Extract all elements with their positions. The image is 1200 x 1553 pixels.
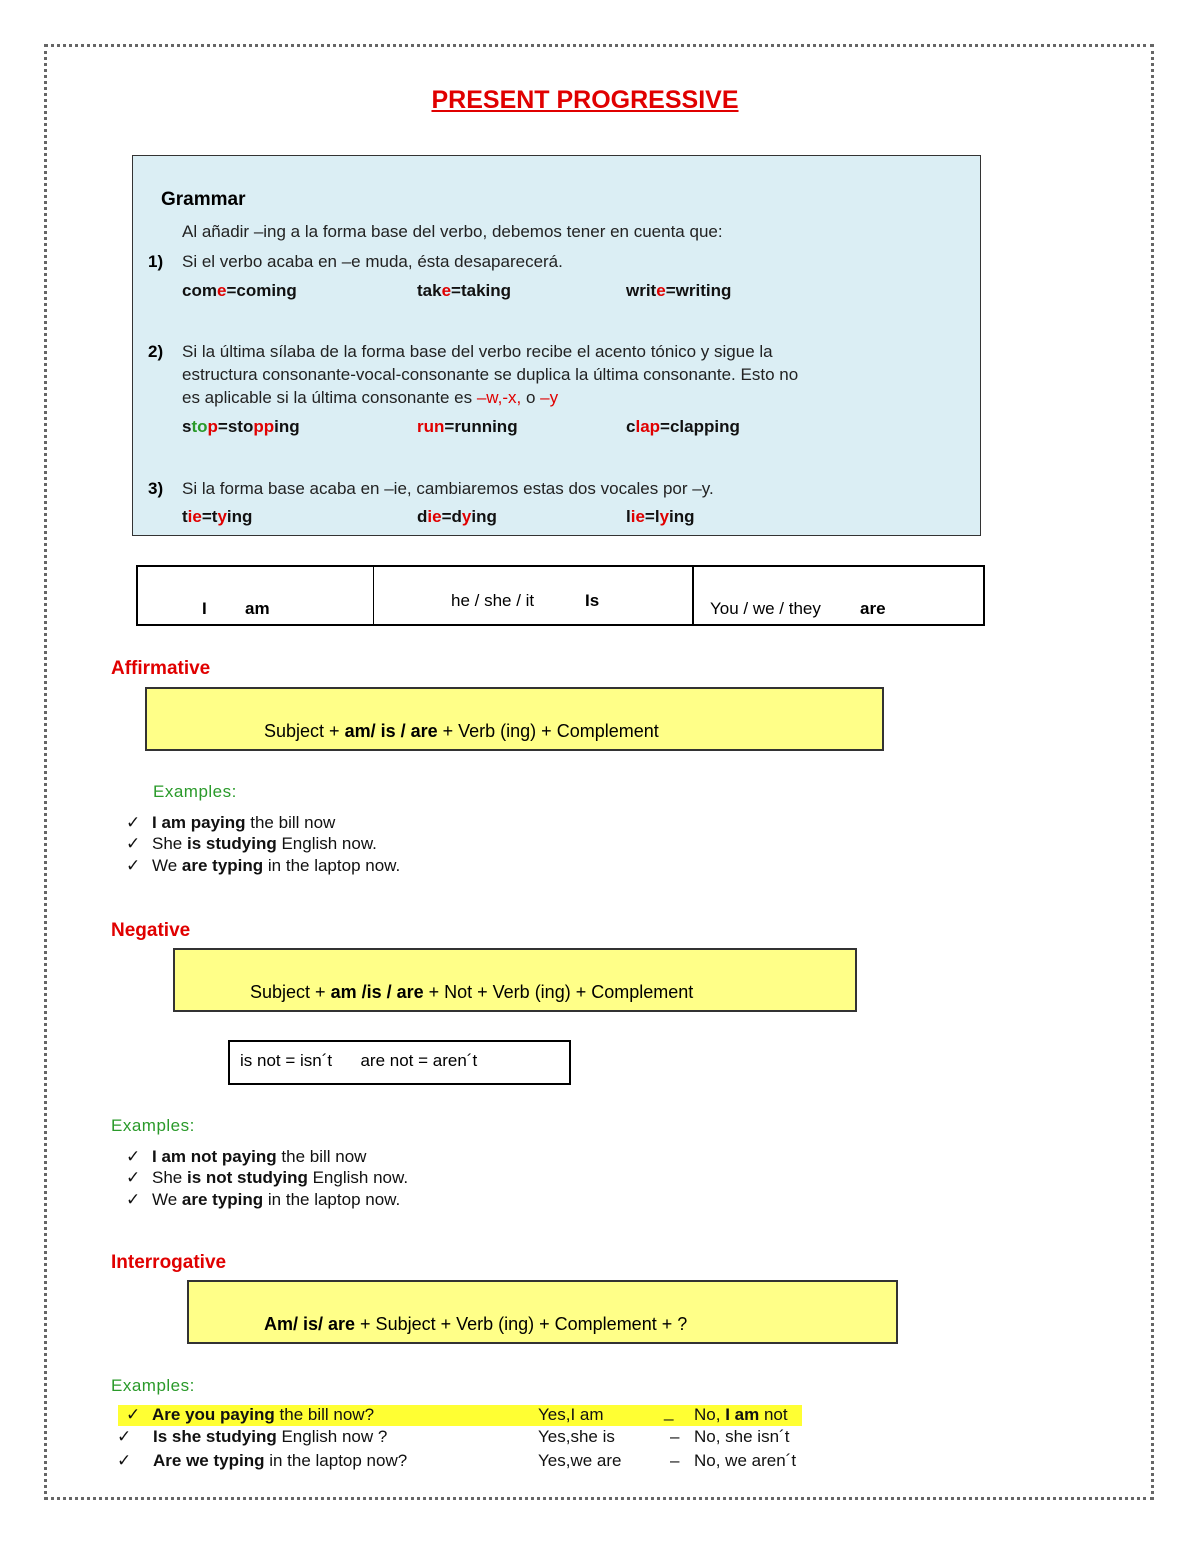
negative-heading: Negative: [111, 920, 191, 941]
check-icon: ✓: [126, 834, 141, 853]
rule-number: 1): [148, 252, 164, 271]
table-cell: [374, 567, 694, 624]
rule-example: write=writing: [626, 281, 732, 300]
verb: am: [245, 599, 270, 618]
example-sentence: ✓ I am not paying the bill now: [126, 1147, 367, 1166]
examples-label: Examples:: [111, 1376, 195, 1395]
short-answer-yes: Yes,she is: [538, 1427, 615, 1446]
rule-example: stop=stopping: [182, 417, 300, 436]
rule-text: Si la forma base acaba en –ie, cambiaremos estas dos vocales por –y.: [182, 479, 714, 498]
check-icon: ✓: [126, 1190, 141, 1209]
short-answer-no: No, we aren´t: [694, 1451, 797, 1470]
contractions-text: is not = isn´t are not = aren´t: [240, 1051, 478, 1070]
short-answer-no: No, she isn´t: [694, 1427, 790, 1446]
check-icon: ✓: [126, 1168, 141, 1187]
table-cell: [694, 567, 983, 624]
grammar-heading: Grammar: [161, 189, 246, 210]
check-icon: ✓: [126, 813, 141, 832]
verb: Is: [585, 591, 600, 610]
negative-formula: Subject + am /is / are + Not + Verb (ing) + Complement: [173, 948, 857, 1012]
question-sentence: ✓ Are you paying the bill now?: [126, 1405, 375, 1424]
answer-separator: –: [670, 1427, 680, 1446]
rule-example: come=coming: [182, 281, 297, 300]
verb: are: [860, 599, 886, 618]
examples-label: Examples:: [153, 782, 237, 801]
short-answer-yes: Yes,we are: [538, 1451, 622, 1470]
pronoun: he / she / it: [451, 591, 535, 610]
rule-text: Si la última sílaba de la forma base del verbo recibe el acento tónico y sigue la: [182, 342, 773, 361]
rule-example: clap=clapping: [626, 417, 740, 436]
answer-separator: _: [664, 1402, 674, 1421]
grammar-intro: Al añadir –ing a la forma base del verbo, debemos tener en cuenta que:: [182, 222, 723, 241]
page-title: PRESENT PROGRESSIVE: [431, 86, 739, 114]
check-icon: ✓: [117, 1451, 132, 1470]
example-sentence: ✓ She is not studying English now.: [126, 1168, 409, 1187]
rule-example: die=dying: [417, 507, 497, 526]
table-cell: [138, 567, 374, 624]
rule-example: take=taking: [417, 281, 512, 300]
example-sentence: ✓ We are typing in the laptop now.: [126, 856, 401, 875]
pronoun: I: [202, 599, 207, 618]
check-icon: ✓: [117, 1427, 132, 1446]
rule-example: tie=tying: [182, 507, 253, 526]
examples-label: Examples:: [111, 1116, 195, 1135]
contractions-box: [228, 1040, 571, 1085]
pronoun: You / we / they: [710, 599, 821, 618]
interrogative-heading: Interrogative: [111, 1252, 227, 1273]
check-icon: ✓: [126, 856, 141, 875]
rule-example: lie=lying: [626, 507, 695, 526]
rule-text: es aplicable si la última consonante es –w,-x, o –y: [182, 388, 559, 407]
question-sentence: ✓ Are we typing in the laptop now?: [117, 1451, 408, 1470]
affirmative-formula: Subject + am/ is / are + Verb (ing) + Complement: [145, 687, 884, 751]
check-icon: ✓: [126, 1147, 141, 1166]
example-sentence: ✓ I am paying the bill now: [126, 813, 336, 832]
rule-number: 3): [148, 479, 164, 498]
rule-example: run=running: [417, 417, 518, 436]
grammar-box: [132, 155, 981, 536]
example-sentence: ✓ We are typing in the laptop now.: [126, 1190, 401, 1209]
short-answer-yes: Yes,I am: [538, 1405, 604, 1424]
interrogative-formula: Am/ is/ are + Subject + Verb (ing) + Complement + ?: [187, 1280, 898, 1344]
to-be-table: [136, 565, 985, 626]
short-answer-no: No, I am not: [694, 1405, 788, 1424]
answer-separator: –: [670, 1451, 680, 1470]
rule-text: Si el verbo acaba en –e muda, ésta desaparecerá.: [182, 252, 563, 271]
affirmative-heading: Affirmative: [111, 658, 211, 679]
check-icon: ✓: [126, 1405, 141, 1424]
rule-number: 2): [148, 342, 164, 361]
rule-text: estructura consonante-vocal-consonante se duplica la última consonante. Esto no: [182, 365, 799, 384]
question-sentence: ✓ Is she studying English now ?: [117, 1427, 388, 1446]
example-sentence: ✓ She is studying English now.: [126, 834, 377, 853]
